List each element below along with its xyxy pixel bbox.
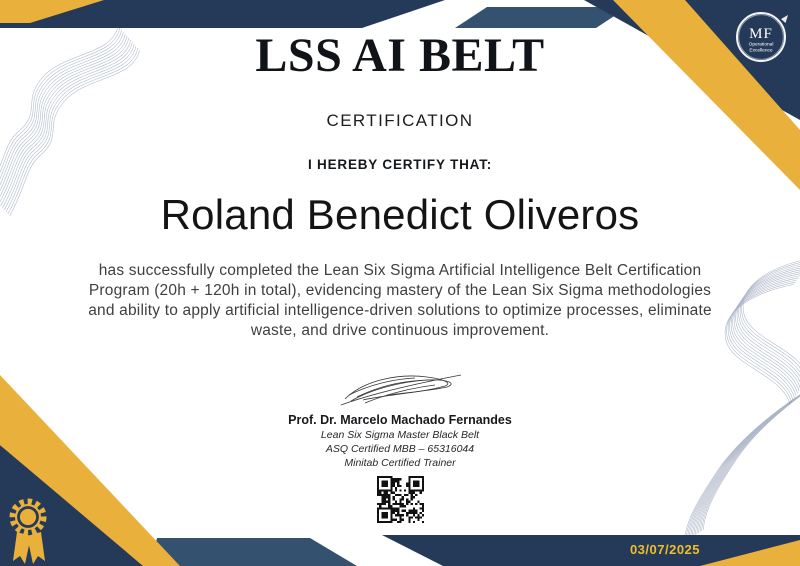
seal-tagline-1: Operational bbox=[748, 42, 774, 48]
certify-label: I HEREBY CERTIFY THAT: bbox=[307, 157, 493, 172]
seal-brush-arrow bbox=[781, 15, 788, 23]
seal-tagline-2: Excellence bbox=[749, 48, 773, 54]
credential-line: ASQ Certified MBB – 65316044 bbox=[325, 442, 475, 455]
credential-line: Lean Six Sigma Master Black Belt bbox=[320, 429, 480, 441]
seal-initials: MF bbox=[749, 26, 773, 42]
signer-name: Prof. Dr. Marcelo Machado Fernandes bbox=[288, 413, 512, 427]
top-mid-band bbox=[455, 7, 628, 28]
qr-code bbox=[377, 476, 424, 523]
certificate-title: LSS AI BELT bbox=[255, 29, 545, 82]
mf-seal-icon bbox=[734, 9, 790, 67]
signature-scribble bbox=[335, 371, 467, 413]
bottom-strip-left bbox=[150, 538, 357, 566]
signer-credentials bbox=[0, 429, 800, 470]
guilloche-right-upper bbox=[725, 258, 800, 404]
certificate-subtitle: CERTIFICATION bbox=[326, 111, 474, 130]
issue-date: 03/07/2025 bbox=[629, 542, 701, 557]
recipient-name: Roland Benedict Oliveros bbox=[160, 191, 640, 238]
credential-line: Minitab Certified Trainer bbox=[344, 456, 456, 469]
certificate-body-text: has successfully completed the Lean Six Sigma Artificial Intelligence Belt Certification Program (20h + 120h in total), evidencing mastery of the Lean Six Sigma methodologies and ability to apply artificial intelligence-driven solutions to optimize processes, eliminate waste, and drive continuous improvement. bbox=[88, 262, 712, 339]
